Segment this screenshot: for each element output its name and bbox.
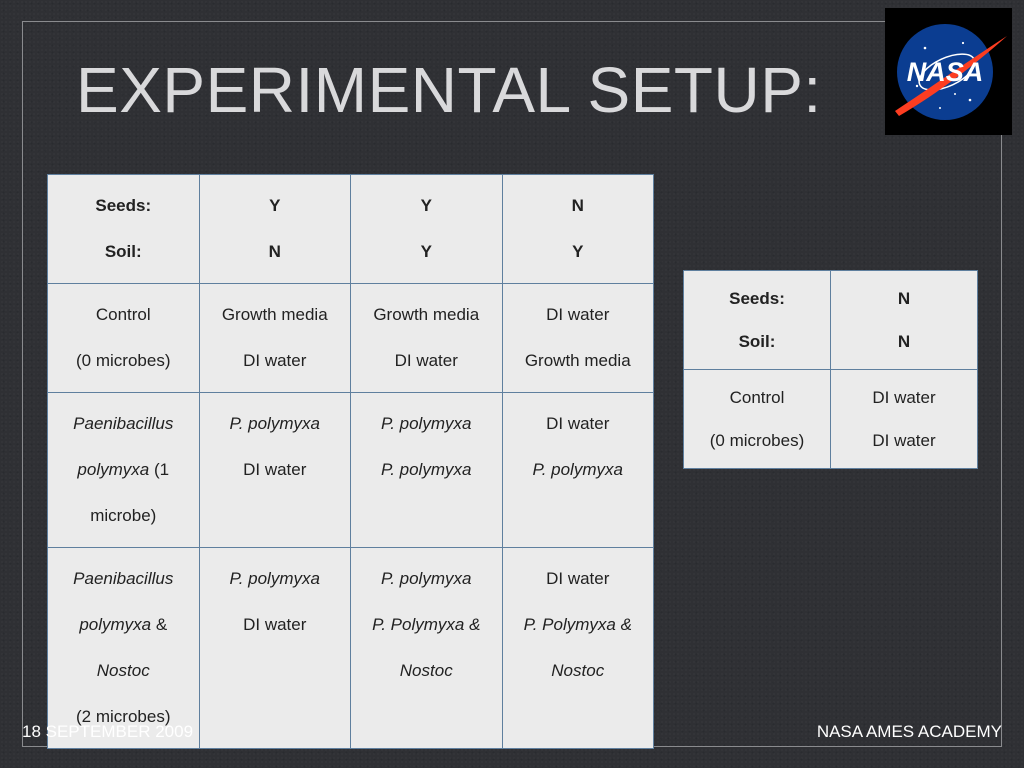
species-name: Paenibacillus bbox=[73, 414, 174, 433]
species-name: P. polymyxa bbox=[532, 460, 623, 479]
table-cell bbox=[351, 393, 503, 548]
experiment-table bbox=[47, 174, 654, 749]
table-row bbox=[48, 548, 654, 749]
cell-line: DI water bbox=[394, 351, 458, 370]
seeds-label: Seeds: bbox=[95, 196, 152, 215]
control-table bbox=[683, 270, 978, 469]
cell-line: DI water bbox=[243, 615, 307, 634]
table-header-row bbox=[684, 271, 978, 370]
species-name: polymyxa bbox=[79, 615, 152, 634]
cell-line bbox=[206, 556, 345, 602]
cell-line bbox=[357, 556, 496, 602]
species-name: P. Polymyxa & bbox=[372, 615, 481, 634]
nasa-logo bbox=[885, 8, 1012, 135]
table-cell bbox=[351, 284, 503, 393]
header-cell bbox=[831, 271, 978, 370]
footer-organization: NASA AMES ACADEMY bbox=[816, 722, 1002, 741]
cell-line: DI water bbox=[243, 460, 307, 479]
header-cell bbox=[351, 175, 503, 284]
table-cell bbox=[199, 548, 351, 749]
row-label-cell bbox=[48, 548, 200, 749]
table-cell bbox=[502, 284, 654, 393]
cell-line bbox=[357, 447, 496, 493]
table-row bbox=[684, 370, 978, 469]
species-name: P. polymyxa bbox=[229, 569, 320, 588]
cell-line bbox=[357, 648, 496, 694]
row-label-line: (2 microbes) bbox=[76, 707, 171, 726]
row-label-text: & bbox=[151, 615, 168, 634]
row-label-line bbox=[54, 447, 193, 493]
row-label-text: (1 bbox=[149, 460, 170, 479]
soil-value: Y bbox=[420, 242, 432, 261]
species-name: P. polymyxa bbox=[381, 460, 472, 479]
header-cell bbox=[199, 175, 351, 284]
species-name: Paenibacillus bbox=[73, 569, 174, 588]
table-cell bbox=[502, 393, 654, 548]
cell-line: Growth media bbox=[221, 305, 328, 324]
species-name: polymyxa bbox=[77, 460, 150, 479]
cell-line: DI water bbox=[872, 431, 936, 450]
row-label-line: Control bbox=[729, 388, 785, 407]
row-label-line bbox=[54, 648, 193, 694]
table-cell bbox=[502, 548, 654, 749]
header-label-cell bbox=[684, 271, 831, 370]
soil-label: Soil: bbox=[104, 242, 142, 261]
species-name: P. Polymyxa & bbox=[523, 615, 632, 634]
row-label-line: microbe) bbox=[90, 506, 157, 525]
seeds-value: N bbox=[897, 289, 911, 308]
cell-line: DI water bbox=[872, 388, 936, 407]
cell-line bbox=[206, 401, 345, 447]
row-label-line bbox=[54, 556, 193, 602]
cell-line bbox=[357, 401, 496, 447]
row-label-line bbox=[54, 401, 193, 447]
cell-line: DI water bbox=[546, 569, 610, 588]
seeds-value: Y bbox=[269, 196, 281, 215]
cell-line bbox=[509, 447, 648, 493]
species-name: Nostoc bbox=[551, 661, 605, 680]
seeds-value: Y bbox=[420, 196, 432, 215]
cell-line: Growth media bbox=[524, 351, 631, 370]
seeds-label: Seeds: bbox=[729, 289, 785, 308]
species-name: P. polymyxa bbox=[229, 414, 320, 433]
soil-value: N bbox=[268, 242, 281, 261]
table-cell bbox=[199, 284, 351, 393]
species-name: P. polymyxa bbox=[381, 414, 472, 433]
footer-date: 18 SEPTEMBER 2009 bbox=[22, 722, 194, 741]
cell-line: Growth media bbox=[373, 305, 480, 324]
cell-line bbox=[509, 602, 648, 648]
row-label-line: Control bbox=[95, 305, 151, 324]
table-cell bbox=[831, 370, 978, 469]
row-label-cell bbox=[684, 370, 831, 469]
species-name: Nostoc bbox=[399, 661, 453, 680]
header-label-cell bbox=[48, 175, 200, 284]
seeds-value: N bbox=[571, 196, 584, 215]
row-label-cell bbox=[48, 393, 200, 548]
row-label-line: (0 microbes) bbox=[709, 431, 805, 450]
cell-line: DI water bbox=[243, 351, 307, 370]
row-label-line: (0 microbes) bbox=[76, 351, 171, 370]
cell-line: DI water bbox=[546, 414, 610, 433]
table-row bbox=[48, 284, 654, 393]
soil-value: Y bbox=[572, 242, 584, 261]
species-name: Nostoc bbox=[96, 661, 150, 680]
header-cell bbox=[502, 175, 654, 284]
row-label-line bbox=[54, 602, 193, 648]
species-name: P. polymyxa bbox=[381, 569, 472, 588]
table-header-row bbox=[48, 175, 654, 284]
soil-label: Soil: bbox=[738, 332, 776, 351]
table-cell bbox=[351, 548, 503, 749]
cell-line bbox=[357, 602, 496, 648]
soil-value: N bbox=[897, 332, 911, 351]
cell-line bbox=[509, 648, 648, 694]
table-row bbox=[48, 393, 654, 548]
nasa-logo-text: NASA bbox=[906, 57, 984, 87]
cell-line: DI water bbox=[546, 305, 610, 324]
nasa-meatball-icon bbox=[885, 8, 1012, 135]
table-cell bbox=[199, 393, 351, 548]
slide-title: EXPERIMENTAL SETUP: bbox=[76, 54, 822, 126]
row-label-cell bbox=[48, 284, 200, 393]
